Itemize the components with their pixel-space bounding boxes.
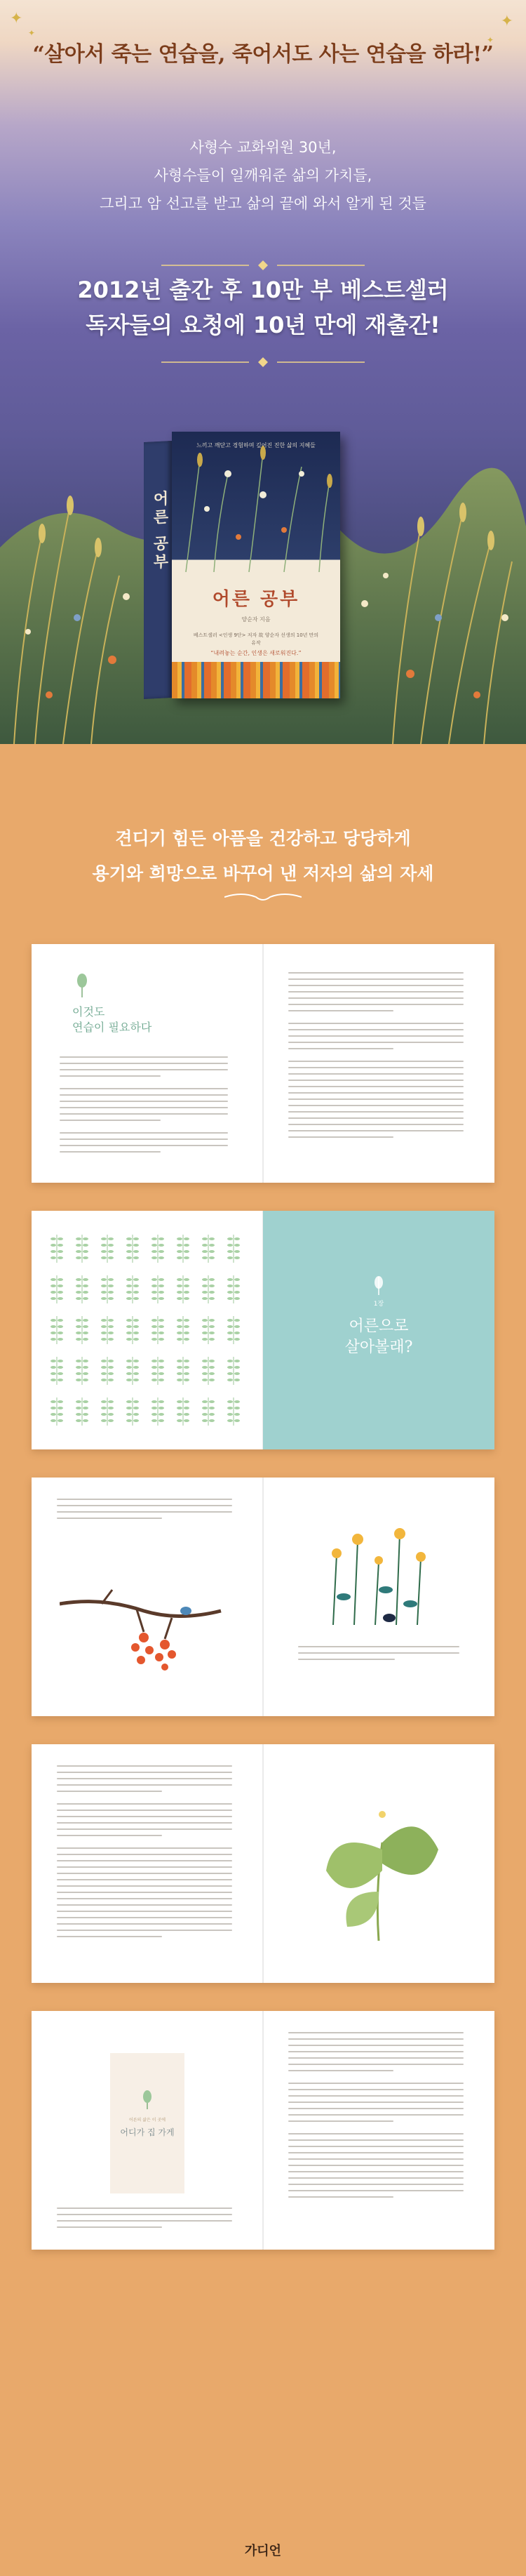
book-author: 양순자 지음 (241, 616, 271, 623)
sprout-icon (151, 1275, 164, 1303)
headline-line: 용기와 희망으로 바꾸어 낸 저자의 삶의 자세 (92, 863, 434, 884)
sprout-icon (202, 1316, 215, 1344)
sprout-icon (202, 1397, 215, 1426)
flowers-illustration (319, 1527, 438, 1625)
book-cover-image (144, 432, 333, 698)
sprout-icon (126, 1235, 139, 1263)
leaf-plant-illustration (305, 1786, 452, 1941)
publisher-logo: 가디언 (244, 2544, 282, 2558)
sprout-icon (202, 1275, 215, 1303)
book-front (172, 432, 340, 698)
sprout-icon (76, 1235, 88, 1263)
decorative-line (161, 260, 365, 271)
sprout-icon (140, 2088, 154, 2109)
sprout-icon (126, 1316, 139, 1344)
hero-section (0, 0, 526, 744)
sprout-icon (151, 1235, 164, 1263)
headline-line: 견디기 힘든 아픔을 건강하고 당당하게 (115, 828, 411, 849)
book-spine (144, 441, 172, 699)
sprout-pattern (46, 1225, 249, 1435)
sprout-icon (227, 1357, 240, 1385)
body-text (288, 972, 464, 1143)
body-text (288, 2032, 464, 2203)
sprout-icon (227, 1275, 240, 1303)
sprout-icon (227, 1235, 240, 1263)
sprout-icon (177, 1397, 189, 1426)
book-spread-3 (32, 1478, 494, 1716)
sprout-icon (50, 1357, 63, 1385)
sprout-icon (50, 1397, 63, 1426)
announce-line: 독자들의 요청에 10년 만에 재출간! (86, 312, 440, 338)
hero-announcement (0, 272, 526, 343)
sprout-icon (101, 1316, 114, 1344)
body-text (60, 1056, 228, 1157)
hero-intro (0, 133, 526, 218)
sprout-icon (126, 1275, 139, 1303)
spread-right-page (263, 944, 494, 1183)
sprout-icon (101, 1397, 114, 1426)
book-spread-1 (32, 944, 494, 1183)
spread-left-page (32, 1744, 263, 1983)
spread-right-page (263, 2011, 494, 2250)
quote-banner (0, 0, 526, 98)
spread-left-page (32, 2011, 263, 2250)
spread-left-page (32, 1478, 263, 1716)
intro-line: 그리고 암 선고를 받고 삶의 끝에 와서 알게 된 것들 (100, 195, 426, 212)
chapter-number: 1장 (373, 1301, 384, 1308)
sprout-icon (177, 1357, 189, 1385)
sparkle-icon: ✦ (10, 10, 23, 27)
spread-right-page (263, 1478, 494, 1716)
sparkle-icon: ✦ (486, 35, 494, 45)
announce-line: 2012년 출간 후 10만 부 베스트셀러 (77, 277, 449, 303)
body-text (298, 1646, 459, 1665)
spread-left-page (32, 1211, 263, 1449)
sprout-icon (177, 1275, 189, 1303)
panel-subtitle: 어른의 삶은 이 곳에 (128, 2118, 166, 2123)
sprout-icon (372, 1274, 386, 1295)
sprout-icon (75, 972, 89, 997)
sprout-icon (126, 1397, 139, 1426)
chapter-panel (110, 2053, 184, 2193)
book-spread-5 (32, 2011, 494, 2250)
sprout-icon (151, 1397, 164, 1426)
body-text (57, 2207, 232, 2233)
book-blurb: 베스트셀러 <인생 9단> 저자 故 양순자 선생의 10년 만의 유작 (193, 632, 319, 646)
intro-line: 사형수 교화위원 30년, (189, 139, 337, 156)
sparkle-icon: ✦ (500, 13, 513, 30)
intro-line: 사형수들이 일깨워준 삶의 가치들, (154, 167, 372, 184)
spread-left-page (32, 944, 263, 1183)
sprout-icon (126, 1357, 139, 1385)
panel-title: 어디가 집 가게 (120, 2127, 175, 2137)
sprout-icon (101, 1357, 114, 1385)
sprout-icon (101, 1275, 114, 1303)
ornament-divider (224, 890, 302, 904)
sprout-icon (101, 1235, 114, 1263)
sprout-icon (151, 1357, 164, 1385)
sprout-icon (76, 1357, 88, 1385)
persimmon-branch-illustration (60, 1583, 228, 1674)
book-spread-2 (32, 1211, 494, 1449)
sprout-icon (227, 1397, 240, 1426)
body-text (57, 1499, 232, 1524)
cover-plants-illustration (172, 432, 340, 572)
book-subtitle: 느끼고 깨닫고 경험하며 깊어진 진한 삶의 지혜들 (196, 442, 316, 449)
sparkle-icon: ✦ (28, 28, 36, 38)
spread-right-page-teal (263, 1211, 494, 1449)
chapter-title: 어른으로 살아볼래? (344, 1317, 413, 1356)
chapter-title: 이것도 연습이 필요하다 (72, 1005, 152, 1034)
book-tagline: “내려놓는 순간, 인생은 새로워진다.” (210, 650, 302, 656)
spine-title: 어른 공부 (151, 490, 169, 573)
spread-right-page (263, 1744, 494, 1983)
sprout-icon (202, 1235, 215, 1263)
headline-section (0, 744, 526, 912)
sprout-icon (76, 1316, 88, 1344)
sprout-icon (151, 1316, 164, 1344)
headline-text (0, 821, 526, 891)
sprout-icon (202, 1357, 215, 1385)
hero-quote: “살아서 죽는 연습을, 죽어서도 사는 연습을 하라!” (32, 42, 494, 67)
sprout-icon (76, 1397, 88, 1426)
sprout-icon (50, 1275, 63, 1303)
book-title: 어른 공부 (212, 589, 300, 610)
sprout-icon (76, 1275, 88, 1303)
sprout-icon (177, 1316, 189, 1344)
body-text (57, 1765, 232, 1942)
sprout-icon (50, 1316, 63, 1344)
book-spread-4 (32, 1744, 494, 1983)
sprout-icon (227, 1316, 240, 1344)
sprout-icon (50, 1235, 63, 1263)
sprout-icon (177, 1235, 189, 1263)
textile-stack (172, 662, 340, 698)
